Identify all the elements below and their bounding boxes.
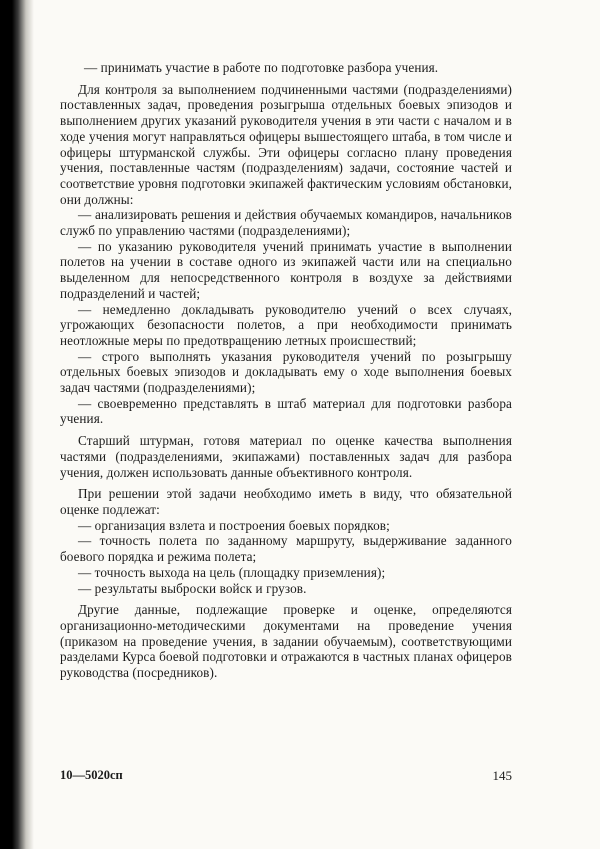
- page-number: 145: [492, 768, 512, 783]
- list-item: — организация взлета и построения боевых порядков;: [78, 517, 390, 533]
- paragraph: При решении этой задачи необходимо иметь в виду, что обязательной оценке подлежат:: [60, 486, 512, 517]
- list-item: — своевременно представлять в штаб материал для подготовки разбора учения.: [60, 395, 512, 427]
- list-item: — результаты выброски войск и грузов.: [78, 580, 307, 596]
- paragraph: Другие данные, подлежащие проверке и оценке, определяются организационно-методическими документами на проведение учения (приказом на проведение учения, в задании обучаемым), соответствующими разделами Курса боевой подготовки и отражаются в частных планах офицеров руководства (посредников).: [60, 602, 512, 681]
- body-text: [60, 60, 512, 681]
- page-edge-shadow: [0, 0, 34, 849]
- paragraph: — принимать участие в работе по подготовке разбора учения.: [84, 60, 439, 75]
- list-item: — точность полета по заданному маршруту, выдерживание заданного боевого порядка и режима полета;: [60, 533, 512, 565]
- list-item: — по указанию руководителя учений принимать участие в выполнении полетов на учении в составе одного из экипажей части или на специально выделенном для непосредственного контроля в воздухе за действиями подразделений и частей;: [60, 238, 512, 301]
- list-item: — анализировать решения и действия обучаемых командиров, начальников служб по управлению частями (подразделениями);: [60, 207, 512, 239]
- paragraph: Для контроля за выполнением подчиненными частями (подразделениями) поставленных задач, проведения розыгрыша отдельных боевых эпизодов и выполнением других указаний руководителя учения в эти части с началом и в ходе учения могут направляться офицеры вышестоящего штаба, в том числе и офицеры штурманской службы. Эти офицеры согласно плану проведения учения, поставленные частям (подразделениям) задачи, состояние частей и соответствие уровня подготовки экипажей фактическим условиям обстановки, они должны:: [60, 81, 512, 207]
- paragraph: Старший штурман, готовя материал по оценке качества выполнения частями (подразделениями, экипажами) поставленных задач для разбора учения, должен использовать данные объективного контроля.: [60, 433, 512, 480]
- list-item: — строго выполнять указания руководителя учений по розыгрышу отдельных боевых эпизодов и докладывать ему о ходе выполнения боевых задач частями (подразделениями);: [60, 348, 512, 396]
- print-code: 10—5020сп: [60, 768, 123, 782]
- list-item: — точность выхода на цель (площадку приземления);: [78, 564, 386, 580]
- list-item: — немедленно докладывать руководителю учений о всех случаях, угрожающих безопасности полетов, а при необходимости принимать неотложные меры по предотвращению летных происшествий;: [60, 301, 512, 348]
